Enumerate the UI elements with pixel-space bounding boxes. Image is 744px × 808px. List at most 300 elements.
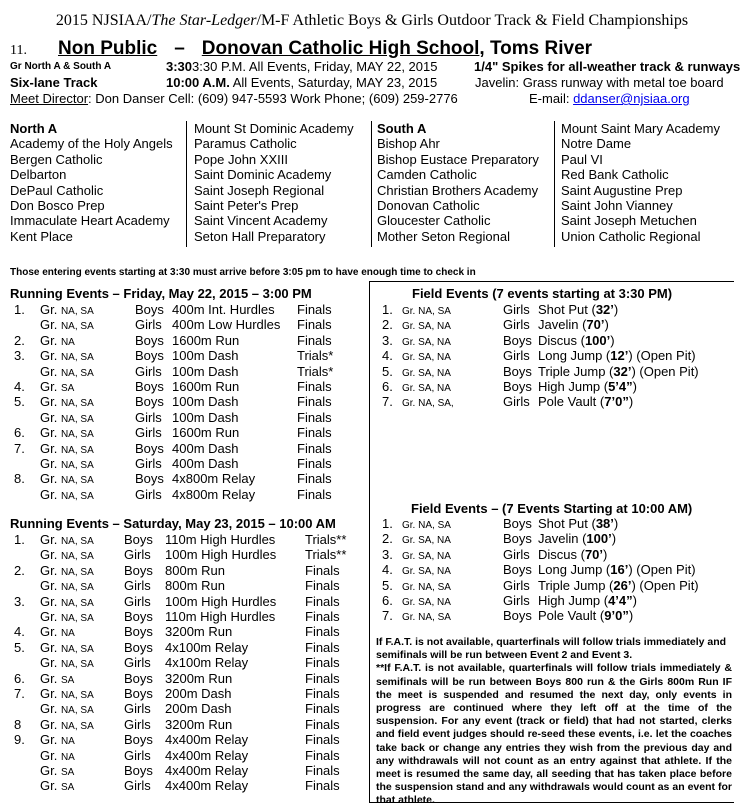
event-name: 400m Int. Hurdles [172, 302, 275, 317]
friday-field-heading: Field Events (7 events starting at 3:30 PM) [412, 286, 673, 301]
school-column-south-a [377, 121, 539, 244]
qualifying-mark: 32’ [595, 302, 614, 317]
event-row [0, 532, 368, 547]
gr-prefix: Gr. [40, 456, 61, 471]
field-event-suffix: ) [613, 516, 619, 531]
qualifying-mark: 100’ [586, 531, 612, 547]
field-event-row [370, 608, 734, 623]
column-divider [554, 121, 555, 247]
field-event-suffix: ) [610, 332, 615, 348]
event-gender: Girls [135, 486, 162, 502]
event-gender: Girls [503, 593, 530, 608]
event-name: 100m Dash [172, 394, 239, 410]
group-codes: NA, SA [60, 413, 94, 425]
event-number: 8 [14, 716, 22, 732]
friday-running-heading: Running Events – Friday, May 22, 2015 – 3:00 PM [10, 286, 312, 301]
group-codes: NA, SA [60, 690, 94, 701]
gr-prefix: Gr. [40, 732, 61, 748]
event-gender: Boys [135, 302, 164, 317]
event-row [0, 394, 368, 409]
qualifying-mark: 7’0” [604, 394, 629, 410]
gr-prefix: Gr. [40, 409, 61, 425]
event-round: Finals [305, 747, 340, 763]
gr-prefix: Gr. [40, 363, 61, 379]
title-part: /M-F Athletic Boys & Girls Outdoor Track & Field Championships [256, 12, 689, 29]
event-number: 3. [382, 332, 393, 348]
track-type: Six-lane Track [10, 75, 98, 90]
event-row [0, 763, 368, 778]
event-name [538, 608, 633, 623]
field-event-suffix: ) [632, 593, 637, 608]
event-groups [402, 394, 454, 411]
field-event-suffix: ) [628, 394, 634, 410]
event-number: 2. [14, 562, 25, 578]
field-event-row [370, 394, 734, 409]
group-codes: NA, SA, [418, 398, 454, 410]
event-name: 100m Dash [172, 363, 239, 379]
group-codes: NA [60, 628, 75, 640]
event-row [0, 547, 368, 562]
event-name: 4x100m Relay [165, 639, 249, 655]
gr-prefix: Gr. [402, 566, 419, 578]
event-name [538, 317, 609, 332]
field-event-suffix: ) [604, 317, 609, 333]
group-codes: NA [60, 751, 75, 763]
school-name: Red Bank Catholic [561, 167, 669, 183]
gr-prefix: Gr. [40, 686, 61, 701]
event-gender: Girls [124, 655, 151, 671]
event-row [0, 348, 368, 363]
gr-prefix: Gr. [40, 716, 61, 732]
school-name: Kent Place [10, 228, 73, 244]
event-row [0, 333, 368, 348]
event-gender: Girls [124, 778, 151, 794]
field-event-label: Discus ( [538, 546, 585, 562]
group-codes: SA, NA [418, 367, 451, 379]
event-row [0, 701, 368, 716]
event-name: 100m Dash [172, 348, 239, 364]
section-number: 11. [10, 43, 27, 58]
school-name: Saint Vincent Academy [194, 213, 328, 229]
group-codes: NA, SA [60, 352, 94, 364]
meet-director [10, 91, 458, 106]
event-round: Trials* [297, 348, 334, 364]
group-codes: NA, SA [418, 306, 451, 317]
event-name [538, 578, 699, 593]
event-gender: Boys [124, 532, 153, 547]
event-gender: Boys [135, 394, 164, 410]
school-column-north-a-2 [194, 121, 354, 244]
field-event-label: Javelin ( [538, 531, 587, 547]
school-name: Bishop Eustace Preparatory [377, 151, 539, 167]
school-name: Paul VI [561, 151, 603, 167]
event-round: Finals [297, 332, 332, 348]
group-codes: NA, SA [60, 429, 94, 441]
school-name: Mount St Dominic Academy [194, 121, 354, 136]
field-event-label: Pole Vault ( [538, 394, 605, 410]
field-event-row [370, 547, 734, 562]
event-number: 5. [382, 577, 393, 593]
event-number: 1. [382, 302, 393, 317]
event-round: Finals [305, 578, 340, 594]
group-codes: NA, SA [60, 536, 94, 547]
event-name [538, 547, 607, 562]
school-column-south-a-2 [561, 121, 720, 244]
group-codes: SA [60, 767, 75, 778]
event-gender: Boys [124, 609, 153, 624]
gr-prefix: Gr. [402, 383, 419, 394]
school-column-north-a [10, 121, 173, 244]
event-gender: Boys [135, 332, 164, 348]
gr-prefix: Gr. [40, 471, 61, 487]
column-divider [186, 121, 187, 247]
event-number: 6. [382, 593, 393, 608]
event-round: Finals [297, 471, 332, 487]
event-name: 400m Low Hurdles [172, 317, 281, 333]
event-round: Finals [305, 716, 340, 732]
event-row [0, 425, 368, 440]
field-event-suffix: ) (Open Pit) [631, 363, 699, 379]
qualifying-mark: 32’ [613, 363, 632, 379]
event-number: 8. [14, 471, 25, 487]
gr-prefix: Gr. [402, 581, 419, 593]
gr-prefix: Gr. [40, 486, 61, 502]
group-codes: SA, NA [418, 352, 451, 364]
school-name: Saint Dominic Academy [194, 167, 332, 183]
school-name: DePaul Catholic [10, 182, 104, 198]
group-codes: SA, NA [418, 336, 451, 348]
event-number: 2. [382, 317, 393, 333]
school-name: Mother Seton Regional [377, 228, 510, 244]
fat-note: If F.A.T. is not available, quarterfinals will follow trials immediately and semifinals will be run between Event 2 and Event 3. [376, 636, 727, 662]
field-event-row [370, 302, 734, 317]
gr-prefix: Gr. [402, 550, 419, 562]
field-event-label: Triple Jump ( [538, 577, 614, 593]
group-codes: SA, NA [418, 321, 451, 333]
event-round: Finals [305, 763, 340, 778]
group-codes: NA, SA [60, 306, 94, 317]
school-name: Bishop Ahr [377, 136, 440, 152]
gr-prefix: Gr. [402, 306, 419, 317]
group-codes: NA, SA [60, 597, 94, 609]
event-number: 7. [14, 686, 25, 701]
gr-prefix: Gr. [40, 747, 61, 763]
group-codes: SA, NA [418, 550, 451, 562]
field-event-suffix: ) [611, 531, 617, 547]
gr-prefix: Gr. [40, 379, 61, 394]
event-row [0, 640, 368, 655]
gr-prefix: Gr. [40, 532, 61, 547]
field-event-label: Shot Put ( [538, 302, 596, 317]
event-number: 2. [382, 531, 393, 547]
division-label: Non Public [58, 38, 158, 59]
event-number: 6. [382, 379, 393, 394]
gr-prefix: Gr. [40, 701, 61, 717]
field-event-suffix: ) (Open Pit) [631, 577, 699, 593]
event-name: 100m High Hurdles [165, 593, 277, 609]
event-name [538, 302, 618, 317]
group-codes: SA, NA [418, 566, 451, 578]
school-name: Camden Catholic [377, 167, 477, 183]
event-gender: Boys [503, 516, 532, 531]
event-row [0, 487, 368, 502]
event-gender: Boys [124, 686, 153, 701]
school-name: Saint Joseph Metuchen [561, 213, 697, 229]
page-title [0, 12, 744, 30]
event-gender: Girls [503, 302, 530, 317]
event-name [538, 348, 696, 363]
event-round: Finals [297, 317, 332, 333]
field-event-row [370, 364, 734, 379]
event-row [0, 379, 368, 394]
title-part: 2015 NJSIAA/ [55, 12, 152, 29]
event-gender: Boys [124, 639, 153, 655]
event-round: Finals [305, 562, 340, 578]
school-name: Don Bosco Prep [10, 198, 105, 214]
group-codes: NA, SA [60, 643, 94, 655]
event-name: 4x800m Relay [172, 471, 256, 487]
event-name: 1600m Run [172, 379, 240, 394]
event-gender: Girls [135, 456, 162, 471]
event-row [0, 686, 368, 701]
event-round: Finals [305, 732, 340, 748]
event-name: 4x400m Relay [165, 763, 249, 778]
check-in-notice: Those entering events starting at 3:30 must arrive before 3:05 pm to have enough time to check in [10, 267, 476, 278]
group-codes: NA, SA [60, 720, 94, 732]
field-event-suffix: ) [613, 302, 619, 317]
event-gender: Girls [124, 701, 151, 717]
event-number: 3. [14, 593, 25, 609]
qualifying-mark: 70’ [584, 546, 604, 562]
event-name: 1600m Run [172, 332, 240, 348]
gr-prefix: Gr. [402, 352, 419, 364]
event-number: 7. [14, 440, 25, 456]
event-number: 4. [14, 379, 25, 394]
email-link[interactable]: ddanser@njsiaa.org [573, 91, 690, 106]
group-codes: NA, SA [60, 490, 94, 502]
event-row [0, 410, 368, 425]
event-round: Trials** [305, 532, 347, 547]
qualifying-mark: 100’ [584, 332, 611, 348]
event-gender: Boys [124, 562, 153, 578]
field-event-suffix: ) [632, 379, 637, 394]
group-codes: NA, SA [418, 581, 451, 593]
event-name: 1600m Run [172, 425, 240, 441]
school-name: Academy of the Holy Angels [10, 136, 173, 152]
event-gender: Girls [124, 747, 151, 763]
event-round: Finals [305, 655, 340, 671]
event-gender: Girls [135, 425, 162, 441]
event-gender: Boys [503, 363, 532, 379]
qualifying-mark: 12’ [610, 348, 629, 364]
gr-prefix: Gr. [402, 520, 419, 531]
event-gender: Boys [124, 763, 153, 778]
event-number: 2. [14, 332, 25, 348]
event-round: Finals [305, 686, 340, 701]
gr-prefix: Gr. [40, 394, 61, 410]
field-event-row [370, 379, 734, 394]
field-top-rule [369, 281, 734, 282]
host-city: , Toms River [479, 38, 593, 59]
event-round: Finals [297, 440, 332, 456]
school-name: Mount Saint Mary Academy [561, 121, 720, 136]
event-round: Finals [305, 778, 340, 794]
event-row [0, 364, 368, 379]
qualifying-mark: 5’4” [608, 379, 633, 394]
event-name [538, 379, 637, 394]
event-number: 1. [14, 532, 25, 547]
school-name: Union Catholic Regional [561, 228, 701, 244]
qualifying-mark: 16’ [610, 562, 629, 578]
event-name: 3200m Run [165, 670, 233, 686]
field-event-row [370, 317, 734, 332]
gr-prefix: Gr. [402, 336, 419, 348]
gr-prefix: Gr. [40, 593, 61, 609]
event-row [0, 748, 368, 763]
group-codes: SA, NA [418, 535, 451, 547]
group-codes: NA, SA [60, 705, 94, 717]
event-gender: Girls [503, 317, 530, 333]
event-gender: Girls [135, 363, 162, 379]
event-round: Finals [297, 456, 332, 471]
group-codes: SA [60, 782, 75, 794]
group-codes: NA, SA [60, 551, 94, 563]
event-gender: Girls [124, 578, 151, 594]
school-name: Donovan Catholic [377, 198, 480, 214]
event-gender: Girls [503, 546, 530, 562]
field-event-label: Long Jump ( [538, 348, 611, 364]
gr-prefix: Gr. [40, 655, 61, 671]
field-event-row [370, 578, 734, 593]
field-event-row [370, 593, 734, 608]
event-name: 4x400m Relay [165, 747, 249, 763]
event-name: 4x100m Relay [165, 655, 249, 671]
field-event-row [370, 531, 734, 546]
director-contact: : Don Danser Cell: (609) 947-5593 Work Phone; (609) 259-2776 [88, 91, 458, 106]
event-name: 800m Run [165, 578, 225, 594]
suspension-note: **If F.A.T. is not available, quarterfinals will follow trials immediately & semifinals will be run between Boys 800 run & the Girls 800m Run IF the meet is suspended and resumed the next day, only events in progress are continued where they left off at the time of the suspension. For any event (track or field) that had not started, clerks and field event judges should re-seed these events, i.e. let the coaches take back or change any entries they wish from the previous day and any withdrawals will not count as an entry against that athlete. If the meet is resumed the same day, all seeding that has taken place before the suspension stand and any withdrawals would count as an event for that athlete. [376, 662, 732, 807]
gr-prefix: Gr. [40, 317, 61, 333]
event-row [0, 717, 368, 732]
event-row [0, 471, 368, 486]
event-name [538, 516, 618, 531]
saturday-running-heading: Running Events – Saturday, May 23, 2015 – 10:00 AM [10, 516, 336, 531]
event-number: 1. [14, 302, 25, 317]
event-groups [40, 487, 94, 504]
group-codes: NA [60, 736, 75, 748]
field-event-label: Javelin ( [538, 317, 587, 333]
gr-prefix: Gr. [40, 332, 61, 348]
gr-prefix: Gr. [40, 624, 61, 640]
event-number: 6. [14, 670, 25, 686]
event-number: 3. [382, 546, 393, 562]
event-name: 200m Dash [165, 701, 232, 717]
gr-prefix: Gr. [402, 367, 419, 379]
event-name: 100m Dash [172, 409, 239, 425]
event-row [0, 594, 368, 609]
event-gender: Girls [135, 409, 162, 425]
event-row [0, 456, 368, 471]
event-gender: Boys [124, 732, 153, 748]
gr-prefix: Gr. [40, 578, 61, 594]
event-row [0, 624, 368, 639]
school-name: Christian Brothers Academy [377, 182, 539, 198]
group-codes: NA, SA [60, 475, 94, 487]
heading-dash: – [174, 38, 185, 59]
host-school: Donovan Catholic High School [201, 38, 480, 59]
event-gender: Boys [503, 332, 532, 348]
school-name: Saint Joseph Regional [194, 182, 325, 198]
qualifying-mark: 9’0” [604, 608, 629, 624]
event-name: 3200m Run [165, 624, 233, 640]
event-gender: Boys [135, 471, 164, 487]
gr-prefix: Gr. [40, 302, 61, 317]
event-gender: Boys [135, 440, 164, 456]
event-round: Finals [297, 394, 332, 410]
event-row [0, 302, 368, 317]
event-name: 110m High Hurdles [165, 532, 276, 547]
event-round: Finals [297, 302, 332, 317]
school-name: Paramus Catholic [194, 136, 297, 152]
event-row [0, 317, 368, 332]
event-name: 400m Dash [172, 456, 239, 471]
event-number: 5. [382, 363, 393, 379]
event-number: 3. [14, 348, 25, 364]
event-gender: Girls [124, 716, 151, 732]
column-divider [371, 121, 372, 247]
email-label: E-mail: [529, 91, 574, 106]
event-name [538, 364, 699, 379]
field-event-row [370, 562, 734, 577]
gr-prefix: Gr. [402, 612, 419, 624]
event-name [538, 531, 616, 546]
event-gender: Girls [124, 547, 151, 563]
event-gender: Girls [503, 577, 530, 593]
event-row [0, 655, 368, 670]
group-codes: NA, SA [60, 398, 94, 410]
spikes-rule: 1/4" Spikes for all-weather track & runways [474, 59, 741, 74]
qualifying-mark: 4’4” [608, 593, 633, 608]
event-name: 4x400m Relay [165, 778, 249, 794]
group-codes: SA [60, 383, 75, 394]
event-row [0, 578, 368, 593]
event-name [538, 593, 637, 608]
school-name: Saint John Vianney [561, 198, 673, 214]
event-number: 4. [14, 624, 25, 640]
gr-prefix: Gr. [40, 763, 61, 778]
event-groups [40, 778, 74, 795]
saturday-field-heading: Field Events – (7 Events Starting at 10:00 AM) [411, 501, 693, 516]
event-gender: Girls [124, 593, 151, 609]
group-codes: SA [60, 674, 75, 686]
school-name: Gloucester Catholic [377, 213, 491, 229]
event-gender: Girls [135, 317, 162, 333]
event-gender: Boys [135, 379, 164, 394]
event-gender: Girls [503, 394, 530, 410]
school-name: Seton Hall Preparatory [194, 228, 326, 244]
event-gender: Girls [503, 348, 530, 364]
group-codes: NA, SA [60, 367, 94, 379]
suspension-notes [376, 636, 732, 808]
event-name [538, 333, 615, 348]
groups-label: Gr North A & South A [10, 61, 112, 72]
javelin-note: Javelin: Grass runway with metal toe board [475, 75, 724, 90]
gr-prefix: Gr. [40, 670, 61, 686]
event-row [0, 441, 368, 456]
event-number: 5. [14, 394, 25, 410]
event-round: Finals [297, 425, 332, 441]
event-name: 110m High Hurdles [165, 609, 276, 624]
